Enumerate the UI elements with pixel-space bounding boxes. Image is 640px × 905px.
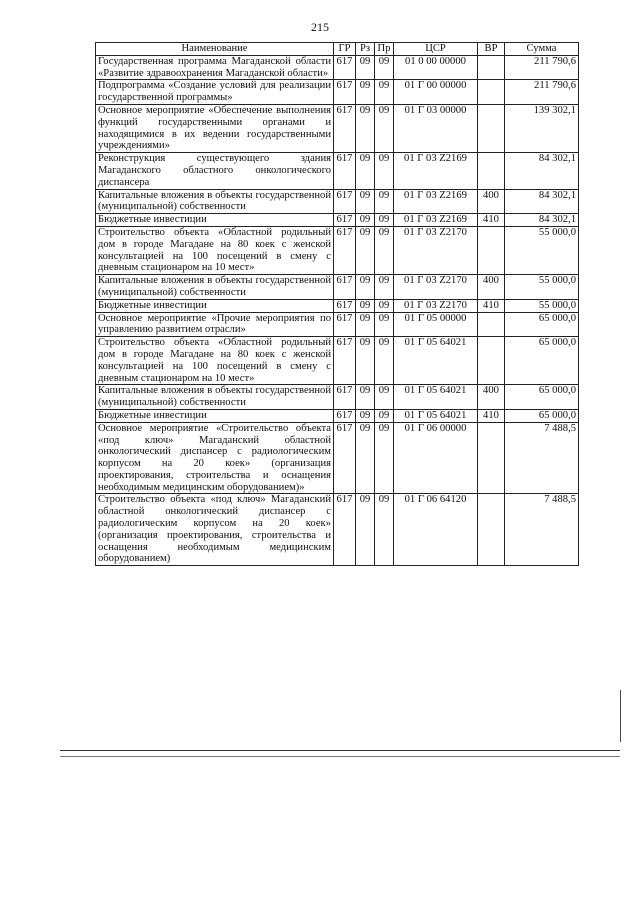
table-header-row — [96, 43, 579, 56]
row-csr: 01 Г 05 64021 — [394, 385, 478, 410]
row-rz: 09 — [356, 214, 375, 227]
row-sum: 55 000,0 — [505, 226, 579, 274]
table-row — [96, 494, 579, 566]
row-pr: 09 — [375, 299, 394, 312]
table-row — [96, 153, 579, 189]
budget-table — [95, 42, 579, 566]
row-name: Капитальные вложения в объекты государственной (муниципальной) собственности — [96, 275, 334, 300]
row-pr: 09 — [375, 409, 394, 422]
row-gr: 617 — [334, 226, 356, 274]
row-csr: 01 Г 00 00000 — [394, 80, 478, 105]
row-name: Капитальные вложения в объекты государственной (муниципальной) собственности — [96, 385, 334, 410]
header-csr: ЦСР — [394, 43, 478, 56]
table-row — [96, 337, 579, 385]
row-csr: 01 Г 03 00000 — [394, 104, 478, 152]
row-csr: 01 Г 03 Z2169 — [394, 214, 478, 227]
row-pr: 09 — [375, 153, 394, 189]
table-row — [96, 299, 579, 312]
row-rz: 09 — [356, 275, 375, 300]
row-csr: 01 Г 06 00000 — [394, 422, 478, 494]
row-rz: 09 — [356, 409, 375, 422]
row-sum: 65 000,0 — [505, 337, 579, 385]
row-sum: 211 790,6 — [505, 55, 579, 80]
table-row — [96, 312, 579, 337]
table-body — [96, 55, 579, 565]
row-name: Бюджетные инвестиции — [96, 409, 334, 422]
row-sum: 65 000,0 — [505, 312, 579, 337]
row-csr: 01 Г 03 Z2169 — [394, 189, 478, 214]
row-rz: 09 — [356, 189, 375, 214]
row-pr: 09 — [375, 337, 394, 385]
row-sum: 65 000,0 — [505, 409, 579, 422]
row-sum: 211 790,6 — [505, 80, 579, 105]
row-pr: 09 — [375, 214, 394, 227]
row-vr: 400 — [478, 189, 505, 214]
row-sum: 55 000,0 — [505, 299, 579, 312]
row-vr: 410 — [478, 409, 505, 422]
row-rz: 09 — [356, 80, 375, 105]
table-row — [96, 104, 579, 152]
header-rz: Рз — [356, 43, 375, 56]
row-rz: 09 — [356, 226, 375, 274]
row-gr: 617 — [334, 312, 356, 337]
row-vr: 410 — [478, 299, 505, 312]
row-vr: 400 — [478, 385, 505, 410]
row-gr: 617 — [334, 189, 356, 214]
row-gr: 617 — [334, 104, 356, 152]
header-pr: Пр — [375, 43, 394, 56]
row-gr: 617 — [334, 80, 356, 105]
row-rz: 09 — [356, 55, 375, 80]
row-vr: 400 — [478, 275, 505, 300]
row-csr: 01 Г 05 64021 — [394, 409, 478, 422]
row-name: Реконструкция существующего здания Магаданского областного онкологического диспансера — [96, 153, 334, 189]
row-sum: 84 302,1 — [505, 189, 579, 214]
row-sum: 84 302,1 — [505, 214, 579, 227]
row-pr: 09 — [375, 55, 394, 80]
row-gr: 617 — [334, 275, 356, 300]
row-csr: 01 0 00 00000 — [394, 55, 478, 80]
row-name: Бюджетные инвестиции — [96, 214, 334, 227]
row-sum: 55 000,0 — [505, 275, 579, 300]
row-vr — [478, 422, 505, 494]
row-csr: 01 Г 06 64120 — [394, 494, 478, 566]
row-rz: 09 — [356, 422, 375, 494]
row-sum: 139 302,1 — [505, 104, 579, 152]
margin-mark — [620, 690, 621, 742]
row-pr: 09 — [375, 312, 394, 337]
row-name: Основное мероприятие «Строительство объекта «под ключ» Магаданский областной онкологический диспансер с радиологическим корпусом на 20 коек» (организация проектирования, строительства и оснащения необходимым медицинским оборудованием)» — [96, 422, 334, 494]
row-name: Подпрограмма «Создание условий для реализации государственной программы» — [96, 80, 334, 105]
row-pr: 09 — [375, 494, 394, 566]
row-gr: 617 — [334, 409, 356, 422]
row-name: Основное мероприятие «Прочие мероприятия по управлению развитием отрасли» — [96, 312, 334, 337]
row-rz: 09 — [356, 299, 375, 312]
row-name: Капитальные вложения в объекты государственной (муниципальной) собственности — [96, 189, 334, 214]
footer-rule — [60, 750, 620, 751]
row-gr: 617 — [334, 299, 356, 312]
row-sum: 65 000,0 — [505, 385, 579, 410]
row-name: Строительство объекта «Областной родильный дом в городе Магадане на 80 коек с женской консультацией на 100 посещений в смену с дневным стационаром на 10 мест» — [96, 337, 334, 385]
row-pr: 09 — [375, 189, 394, 214]
header-gr: ГР — [334, 43, 356, 56]
table-row — [96, 385, 579, 410]
row-gr: 617 — [334, 422, 356, 494]
row-name: Бюджетные инвестиции — [96, 299, 334, 312]
row-pr: 09 — [375, 385, 394, 410]
row-vr — [478, 55, 505, 80]
row-name: Государственная программа Магаданской области «Развитие здравоохранения Магаданской области» — [96, 55, 334, 80]
table-row — [96, 422, 579, 494]
row-rz: 09 — [356, 385, 375, 410]
table-row — [96, 55, 579, 80]
row-name: Строительство объекта «под ключ» Магаданский областной онкологический диспансер с радиологическим корпусом на 20 коек» (организация проектирования, строительства и оснащения необходимым медицинским оборудованием) — [96, 494, 334, 566]
table-row — [96, 409, 579, 422]
row-rz: 09 — [356, 104, 375, 152]
row-vr: 410 — [478, 214, 505, 227]
row-vr — [478, 80, 505, 105]
row-pr: 09 — [375, 422, 394, 494]
row-csr: 01 Г 03 Z2170 — [394, 226, 478, 274]
row-gr: 617 — [334, 153, 356, 189]
table-row — [96, 189, 579, 214]
table-row — [96, 226, 579, 274]
row-vr — [478, 494, 505, 566]
row-rz: 09 — [356, 494, 375, 566]
row-pr: 09 — [375, 226, 394, 274]
table-row — [96, 214, 579, 227]
row-pr: 09 — [375, 80, 394, 105]
row-sum: 7 488,5 — [505, 422, 579, 494]
row-gr: 617 — [334, 385, 356, 410]
row-rz: 09 — [356, 312, 375, 337]
row-gr: 617 — [334, 494, 356, 566]
row-csr: 01 Г 05 64021 — [394, 337, 478, 385]
row-csr: 01 Г 05 00000 — [394, 312, 478, 337]
header-vr: ВР — [478, 43, 505, 56]
header-name: Наименование — [96, 43, 334, 56]
row-rz: 09 — [356, 153, 375, 189]
table-row — [96, 275, 579, 300]
footer-rule-secondary — [60, 756, 620, 757]
row-sum: 7 488,5 — [505, 494, 579, 566]
row-csr: 01 Г 03 Z2170 — [394, 299, 478, 312]
header-sum: Сумма — [505, 43, 579, 56]
row-gr: 617 — [334, 214, 356, 227]
row-sum: 84 302,1 — [505, 153, 579, 189]
row-vr — [478, 337, 505, 385]
row-pr: 09 — [375, 275, 394, 300]
row-gr: 617 — [334, 55, 356, 80]
row-gr: 617 — [334, 337, 356, 385]
row-csr: 01 Г 03 Z2170 — [394, 275, 478, 300]
row-vr — [478, 104, 505, 152]
row-vr — [478, 226, 505, 274]
row-vr — [478, 312, 505, 337]
table-row — [96, 80, 579, 105]
page-number: 215 — [311, 20, 329, 34]
row-name: Основное мероприятие «Обеспечение выполнения функций государственными органами и находящимися в их ведении государственными учреждениями» — [96, 104, 334, 152]
row-vr — [478, 153, 505, 189]
row-rz: 09 — [356, 337, 375, 385]
row-csr: 01 Г 03 Z2169 — [394, 153, 478, 189]
row-name: Строительство объекта «Областной родильный дом в городе Магадане на 80 коек с женской консультацией на 100 посещений в смену с дневным стационаром на 10 мест» — [96, 226, 334, 274]
row-pr: 09 — [375, 104, 394, 152]
